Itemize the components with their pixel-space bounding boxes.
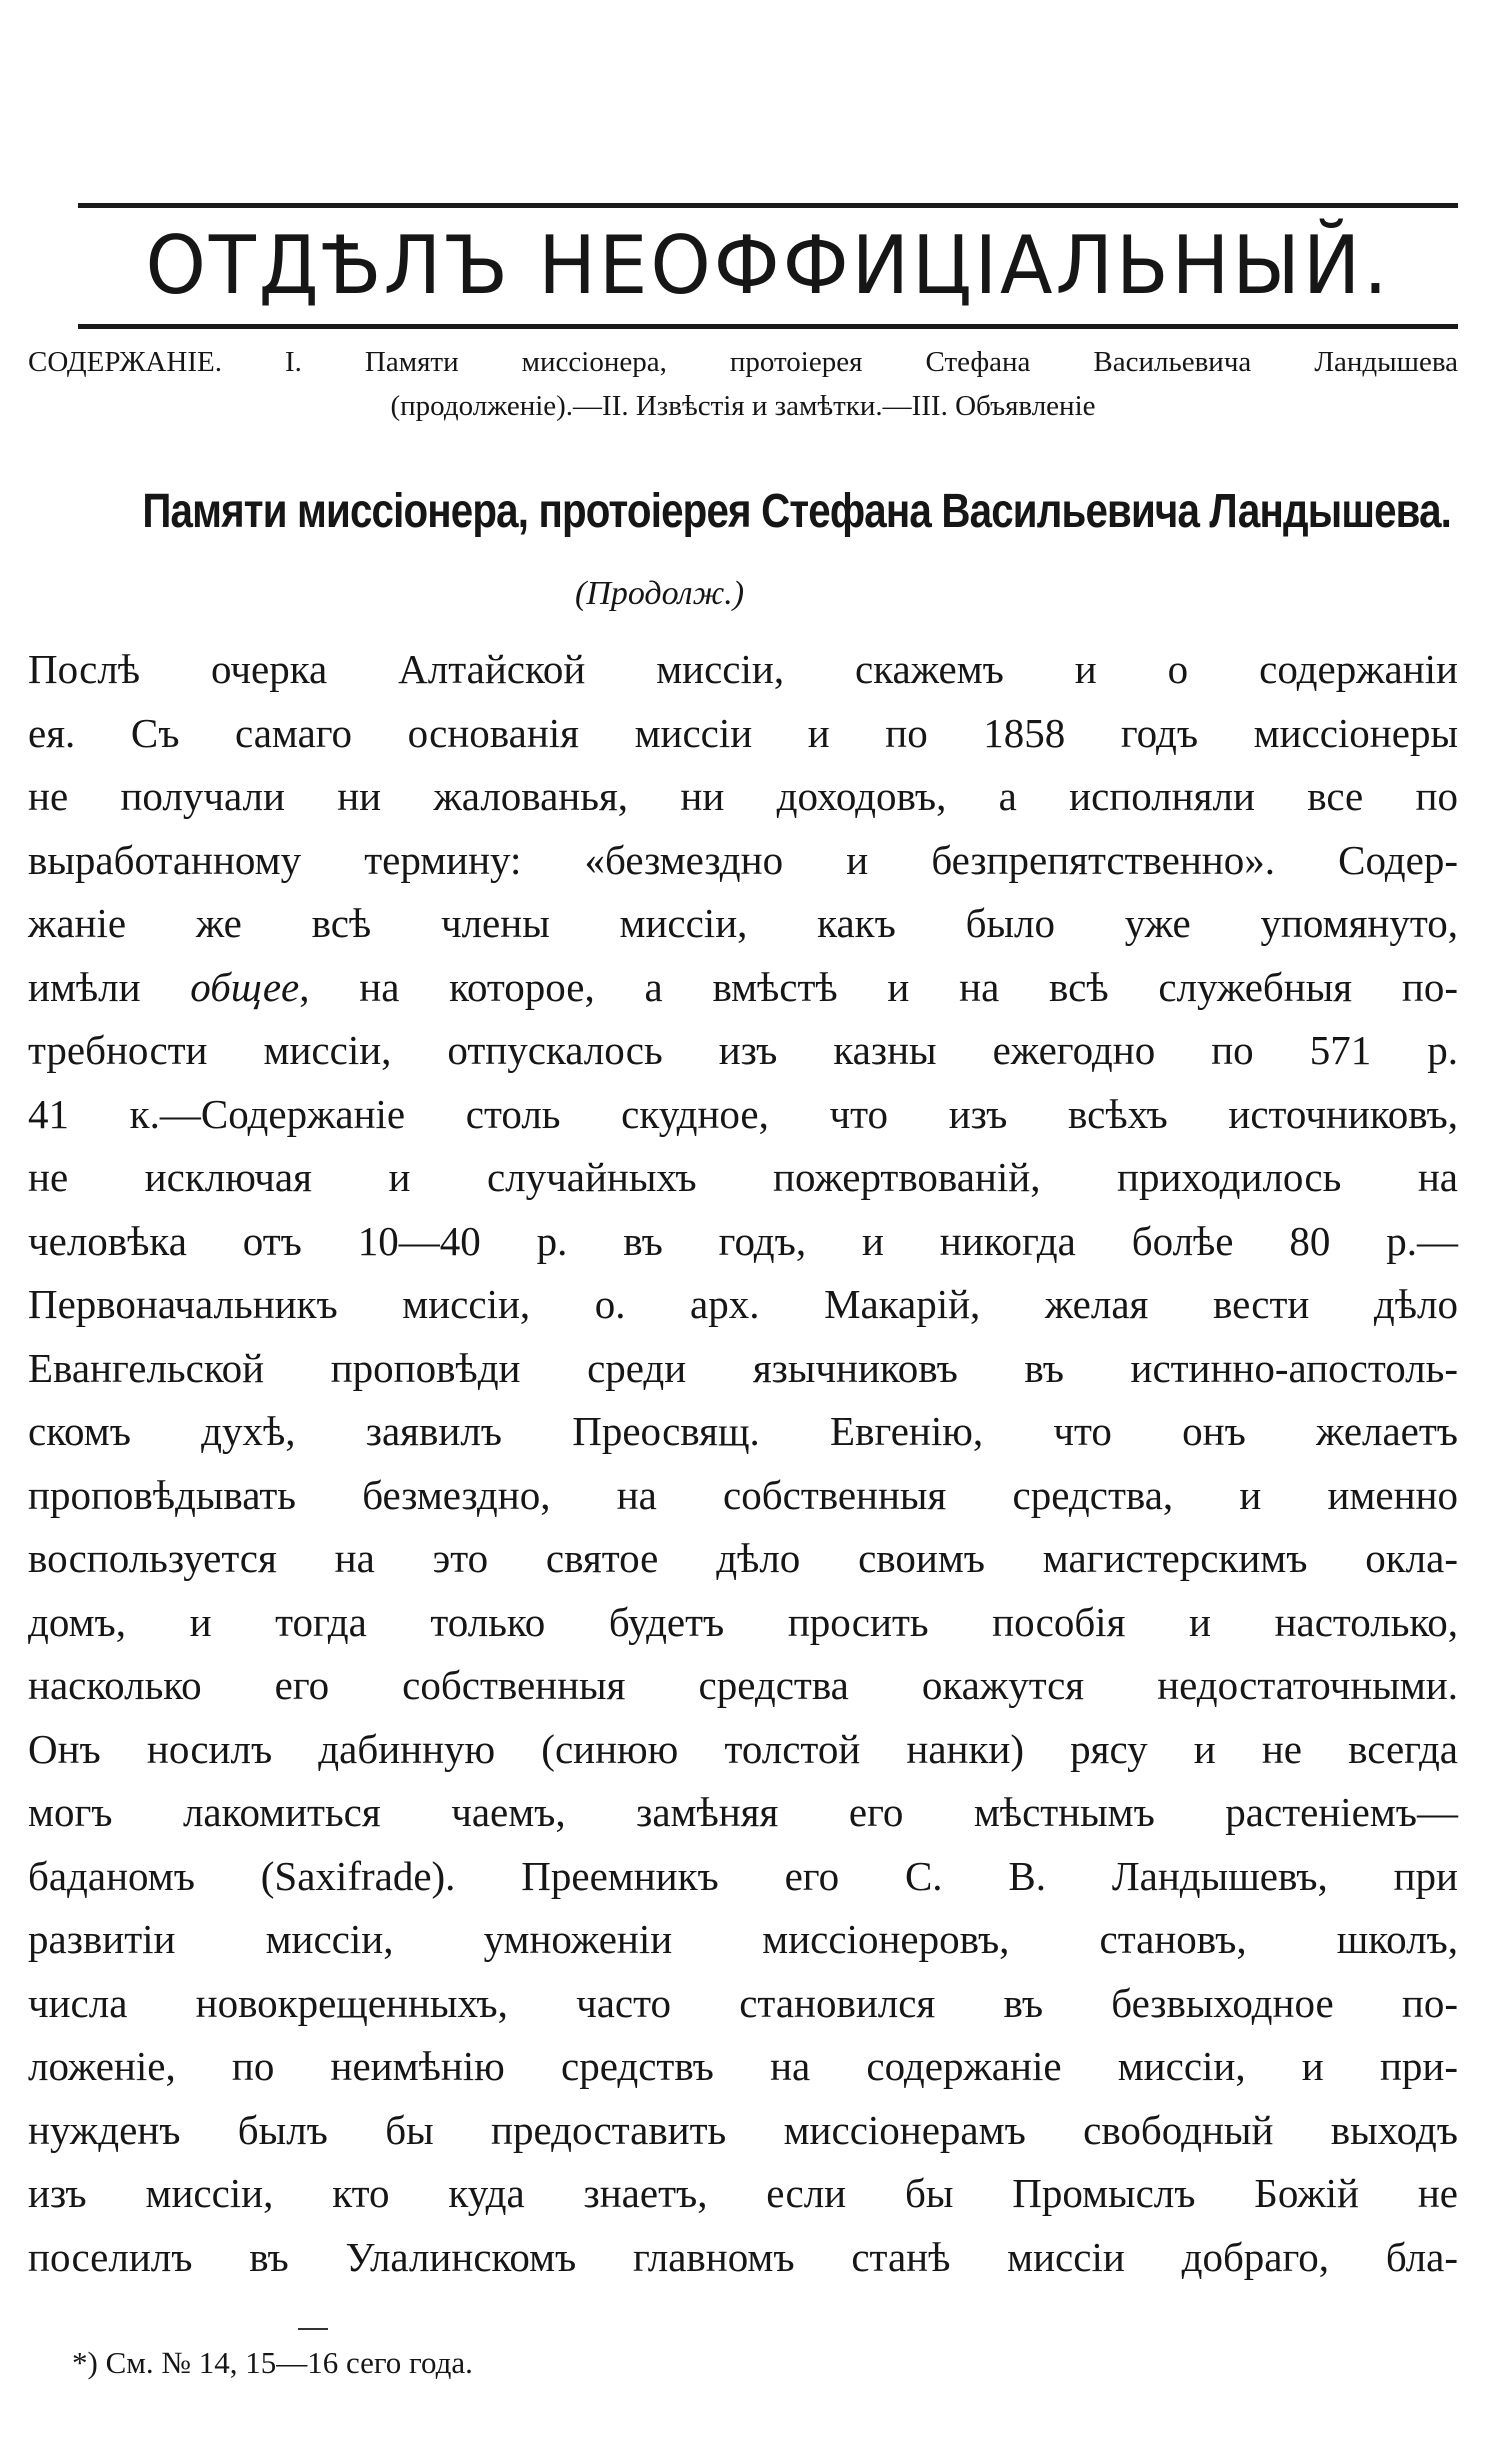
footnote-rule [298, 2328, 328, 2330]
text-line: домъ, и тогда только будетъ просить пособія и настолько, [28, 1598, 1458, 1645]
text-line: требности миссіи, отпускалось изъ казны ежегодно по 571 р. [28, 1027, 1458, 1073]
text-line: нужденъ былъ бы предоставить миссіонерамъ свободный выходъ [28, 2106, 1458, 2153]
text-line: числа новокрещенныхъ, часто становился въ безвыходное по- [28, 1979, 1458, 2026]
text-line: насколько его собственныя средства окажутся недостаточными. [28, 1662, 1458, 1708]
text-line: скомъ духѣ, заявилъ Преосвящ. Евгенію, что онъ желаетъ [28, 1408, 1458, 1454]
text-line: выработанному термину: «безмездно и безпрепятственно». Содер- [28, 836, 1458, 883]
article-body [28, 638, 1458, 2289]
contents-line: (продолженіе).—II. Извѣстія и замѣтки.—III. Объявленіе [390, 390, 1096, 422]
contents-line: СОДЕРЖАНІЕ. I. Памяти миссіонера, протоіерея Стефана Васильевича Ландышева [28, 346, 1458, 378]
text-segment: , на которое, а вмѣстѣ и на всѣ служебныя по- [299, 963, 1458, 1010]
text-line: поселилъ въ Улалинскомъ главномъ станѣ миссіи добраго, бла- [28, 2233, 1458, 2280]
text-line [28, 956, 1458, 1020]
text-line: изъ миссіи, кто куда знаетъ, если бы Промыслъ Божій не [28, 2170, 1458, 2216]
text-line: Первоначальникъ миссіи, о. арх. Макарій, желая вести дѣло [28, 1281, 1458, 1327]
text-line: ложеніе, по неимѣнію средствъ на содержаніе миссіи, и при- [28, 2043, 1458, 2089]
continued-label: (Продолж.) [575, 575, 745, 612]
text-line: баданомъ (Saxifrade). Преемникъ его С. В. Ландышевъ, при [28, 1852, 1458, 1899]
article-title: Памяти миссіонера, протоіерея Стефана Васильевича Ландышева. [142, 485, 1452, 538]
text-line: развитіи миссіи, умноженіи миссіонеровъ, становъ, школъ, [28, 1916, 1458, 1962]
text-line: воспользуется на это святое дѣло своимъ магистерскимъ окла- [28, 1535, 1458, 1581]
text-line: человѣка отъ 10—40 р. въ годъ, и никогда болѣе 80 р.— [28, 1217, 1458, 1264]
text-line: проповѣдывать безмездно, на собственныя средства, и именно [28, 1471, 1458, 1518]
text-line: Послѣ очерка Алтайской миссіи, скажемъ и о содержаніи [28, 646, 1458, 692]
section-title: ОТДѢЛЪ НЕОФФИЦІАЛЬНЫЙ. [145, 219, 1391, 312]
text-line: жаніе же всѣ члены миссіи, какъ было уже упомянуто, [28, 900, 1458, 946]
text-line: ея. Съ самаго основанія миссіи и по 1858 годъ миссіонеры [28, 709, 1458, 756]
text-line: Онъ носилъ дабинную (синюю толстой нанки) рясу и не всегда [28, 1725, 1458, 1772]
text-line: не исключая и случайныхъ пожертвованій, приходилось на [28, 1154, 1458, 1200]
footnote: *) См. № 14, 15—16 сего года. [72, 2345, 473, 2380]
text-line: не получали ни жалованья, ни доходовъ, а исполняли все по [28, 773, 1458, 819]
text-line: Евангельской проповѣди среди язычниковъ въ истинно-апостоль- [28, 1344, 1458, 1391]
italic-word: общее [190, 963, 300, 1010]
text-line: могъ лакомиться чаемъ, замѣняя его мѣстнымъ растеніемъ— [28, 1789, 1458, 1835]
table-of-contents [28, 340, 1458, 428]
section-rule [78, 324, 1458, 329]
text-line: 41 к.—Содержаніе столь скудное, что изъ всѣхъ источниковъ, [28, 1090, 1458, 1137]
text-segment: имѣли [28, 963, 191, 1010]
top-rule [78, 203, 1458, 208]
